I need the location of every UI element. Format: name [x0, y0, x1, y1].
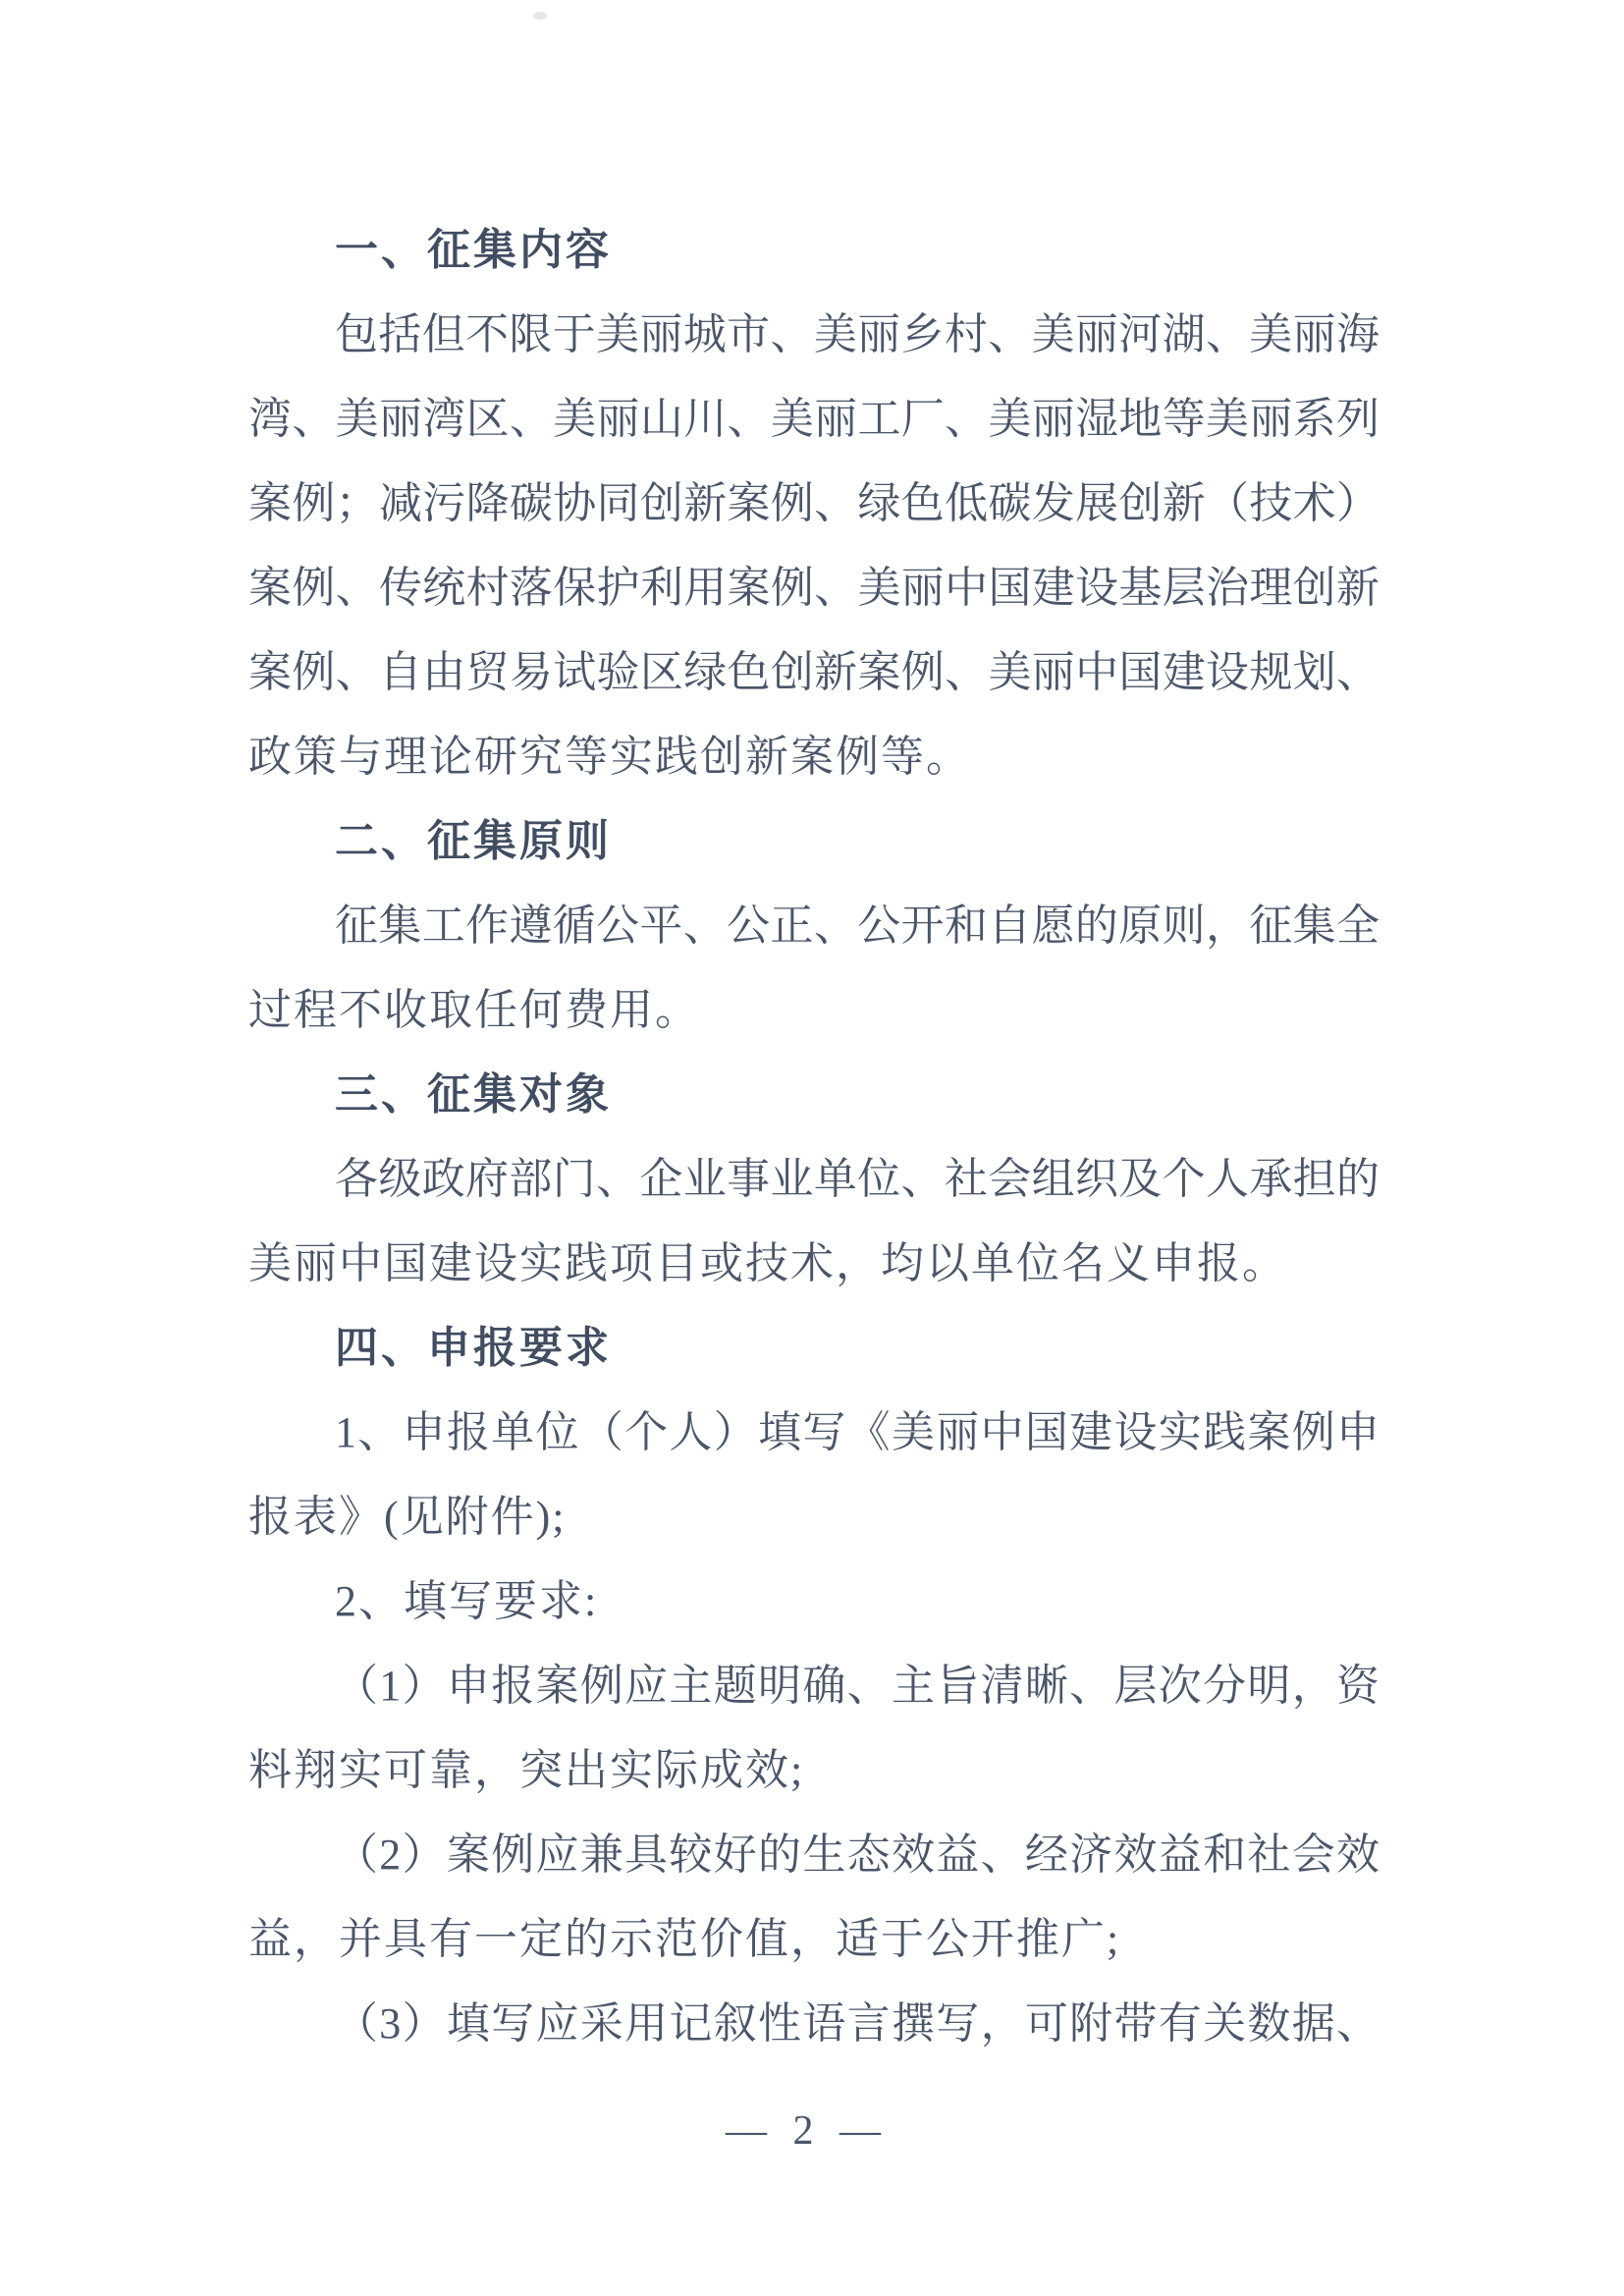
text-line: 政策与理论研究等实践创新案例等。 — [248, 733, 971, 781]
text-line: （1）申报案例应主题明确、主旨清晰、层次分明，资 — [335, 1662, 1380, 1710]
page-number: — 2 — — [726, 2108, 889, 2154]
section-heading: 四、申报要求 — [335, 1324, 612, 1372]
text-line: 报表》(见附件); — [248, 1493, 567, 1541]
document-body — [248, 208, 1380, 2066]
text-line: 案例；减污降碳协同创新案例、绿色低碳发展创新（技术） — [248, 479, 1380, 527]
text-line: 过程不收取任何费用。 — [248, 986, 700, 1034]
text-line: 美丽中国建设实践项目或技术，均以单位名义申报。 — [248, 1239, 1287, 1287]
text-line: 料翔实可靠，突出实际成效; — [248, 1746, 805, 1794]
text-line: 益，并具有一定的示范价值，适于公开推广; — [248, 1915, 1121, 1963]
scan-smudge-artifact — [533, 12, 547, 20]
text-line: （2）案例应兼具较好的生态效益、经济效益和社会效 — [335, 1831, 1380, 1879]
text-line: 湾、美丽湾区、美丽山川、美丽工厂、美丽湿地等美丽系列 — [248, 395, 1380, 443]
text-line: 案例、传统村落保护利用案例、美丽中国建设基层治理创新 — [248, 564, 1380, 612]
text-line: （3）填写应采用记叙性语言撰写，可附带有关数据、 — [335, 1999, 1380, 2048]
section-heading: 三、征集对象 — [335, 1070, 612, 1119]
text-line: 包括但不限于美丽城市、美丽乡村、美丽河湖、美丽海 — [335, 310, 1380, 358]
section-heading: 二、征集原则 — [335, 817, 612, 865]
section-heading: 一、征集内容 — [335, 226, 612, 274]
text-line: 各级政府部门、企业事业单位、社会组织及个人承担的 — [335, 1155, 1380, 1203]
text-line: 1、申报单位（个人）填写《美丽中国建设实践案例申 — [335, 1408, 1380, 1456]
text-line: 征集工作遵循公平、公正、公开和自愿的原则，征集全 — [335, 902, 1380, 950]
text-line: 2、填写要求: — [335, 1577, 599, 1625]
text-line: 案例、自由贸易试验区绿色创新案例、美丽中国建设规划、 — [248, 648, 1380, 696]
